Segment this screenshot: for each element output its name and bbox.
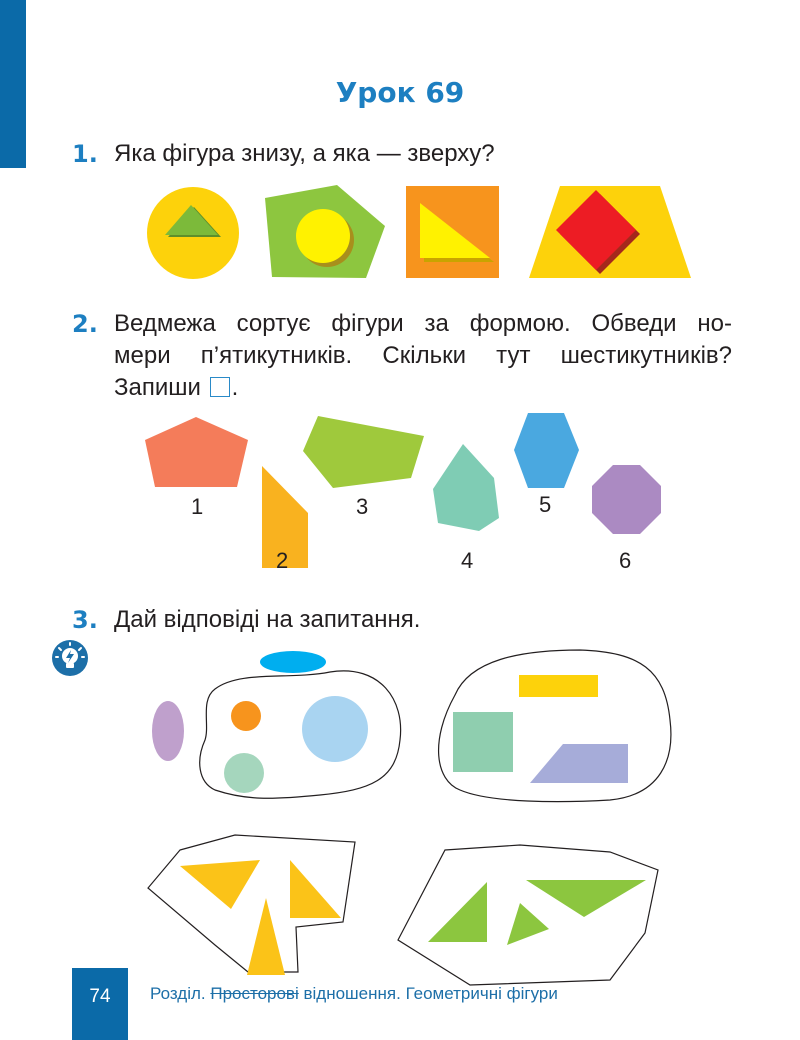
- yellow-triangle-2: [290, 860, 341, 918]
- green-triangle-3: [526, 880, 646, 917]
- task-2-write-label: Запиши: [114, 374, 201, 401]
- shape-5-number: 5: [539, 492, 552, 517]
- task-3-number: 3.: [72, 606, 98, 634]
- green-triangle-2: [507, 903, 549, 945]
- footer-struck-word: Просторові: [210, 984, 299, 1003]
- task-2-line-3-end: .: [231, 374, 239, 401]
- page-number-tab: [72, 968, 128, 1040]
- yellow-rectangle: [519, 675, 598, 697]
- yellow-triangle-3: [247, 898, 285, 975]
- shape-1-number: 1: [191, 494, 204, 519]
- green-square: [453, 712, 513, 772]
- task-1-number: 1.: [72, 140, 98, 168]
- purple-ellipse: [152, 701, 184, 761]
- light-blue-circle: [302, 696, 368, 762]
- lesson-title: Урок 69: [335, 76, 465, 109]
- green-triangle-1: [428, 882, 487, 942]
- footer-prefix: Розділ.: [150, 984, 211, 1003]
- cyan-ellipse: [260, 651, 326, 673]
- task-2-number: 2.: [72, 310, 98, 338]
- shape-6-number: 6: [619, 548, 632, 573]
- task-2-line-2: мери п’ятикутників. Скільки тут шестикутників?: [114, 342, 732, 369]
- task-3-text: Дай відповіді на запитання.: [114, 606, 421, 633]
- footer-section-title: [150, 984, 558, 1004]
- mint-circle: [224, 753, 264, 793]
- yellow-triangle-1: [180, 860, 260, 909]
- task-2-line-1: Ведмежа сортує фігури за формою. Обведи но-: [114, 310, 732, 337]
- footer-rest: відношення. Геометричні фігури: [298, 984, 558, 1003]
- task-1-text: Яка фігура знизу, а яка — зверху?: [114, 140, 495, 167]
- shape-2-number: 2: [276, 548, 289, 573]
- lavender-parallelogram: [530, 744, 628, 783]
- page-number: 74: [89, 986, 111, 1007]
- shape-4-number: 4: [461, 548, 474, 573]
- shape-3-number: 3: [356, 494, 369, 519]
- orange-circle: [231, 701, 261, 731]
